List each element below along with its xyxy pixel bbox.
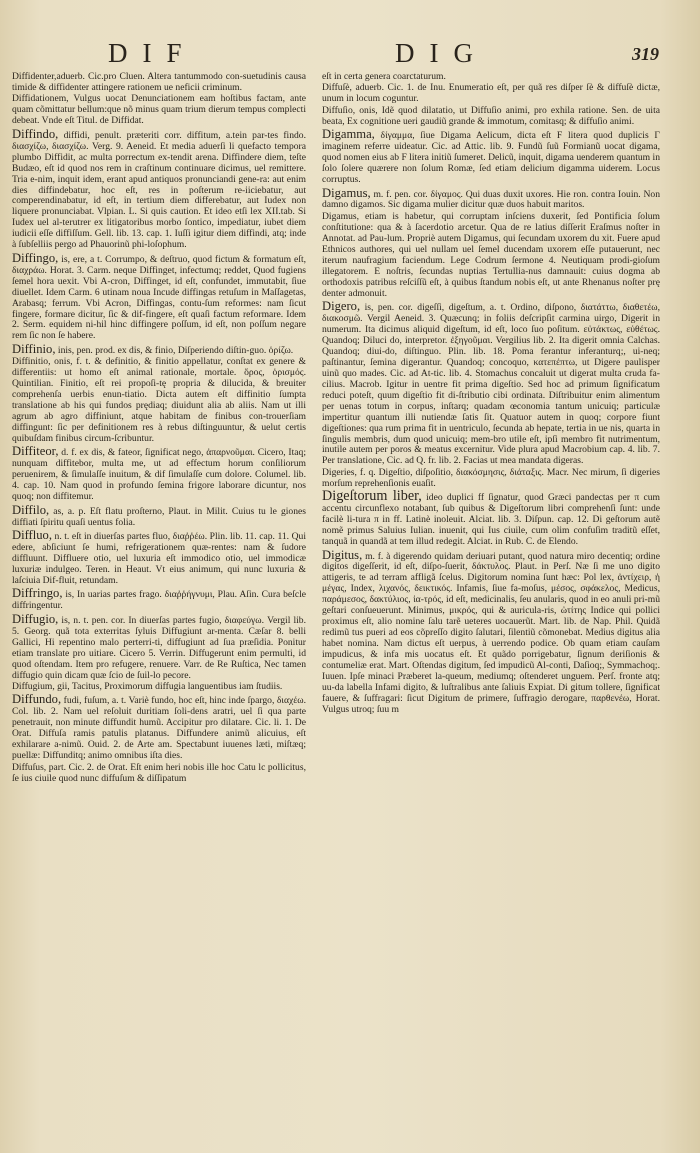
- page-number: 319: [632, 44, 659, 64]
- entry-text: m. f. à digerendo quidam deriuari putant, quod natura miro decentiq; ordine digitos digeſſerit, id eſt, diſpo-ſuerit, δάκτυλος. Plaut. in Perſ. Næ ſi me uno digito attigeris, te ad terram affligã ſcelus. Digitorum nomina ſunt hæc: Pol lex, ἀντίχειρ, ἡ μέγας, Index, λιχανός, δεικτικός. Infamis, ſiue fa-moſus, μέσος, σφάκελος, Medicus, παράμεσος, δακτύλιος, ἰα-τρός, id eſt, medicinalis, ſeu anularis, quod in eo anuli pri-mũ geſtari conſueuerunt. Minimus, μικρός, qui & auricula-ris, ὠτίτης Indice qui pollici proximus eſt, alio nomine ſalu tarẽ ueteres uocauerũt. Mart. lib. de Nap. Phil. Quidã redimũ tus pueri ad eos cõpreſſo digito ſalutari, ſilentiũ cõmonebat. Medius digitus alia habet nomina. Nam dictus eſt uerpus, à uerrendo podice. Ob quam etiam cauſam impudicus, & infa mis uocatus eſt. Et quãdo porrigebatur, ſignum deriſionis & contumeliæ erat. Mart. Oſtendas digitum, ſed impudicũ Al-conti, Daſioq;, Symmachoq;. Iuuen. Ipſe minaci Præberet la-queum, mediumq; oſtenderet unguem. Perſ. fronte atq; uu-da labella Infami digito, & luſtralibus ante ſaliuis Expiat. Di gitum tollere, ſignificat fauere, & ſuffragari: ſicut Digitum de primere, ſuffragio derogare, παρθενέω, Horat. Vulgus utroq; ſuu m: [322, 550, 660, 715]
- dictionary-entry: [322, 468, 660, 490]
- dictionary-entry: [322, 300, 660, 467]
- dictionary-entry: [12, 529, 306, 587]
- entry-headword: Digeſtorum liber,: [322, 488, 422, 505]
- dictionary-entry: [12, 587, 306, 612]
- dictionary-entry: [322, 83, 660, 105]
- entry-text: eſt in certa genera coarctaturum.: [322, 72, 446, 82]
- entry-text: δίγαμμα, ſiue Digama Aelicum, dicta eſt F litera quod duplicis Γ imaginem referre uideatur. Cic. ad Attic. lib. 9. Fundũ ſuũ Formianũ uocat digama, quod nomen eius ab F litera initiũ ſumeret. Delicũ, inquit, digama uenderem quantum in ſolo ſolere quærere non ſolum Romæ, ſed etiam delicium digamma uiderem. Locus corruptus.: [322, 130, 660, 186]
- entry-headword: Diffringo,: [12, 586, 63, 601]
- entry-text: Diffinitio, onis, f. t. & definitio, & finitio appellatur, conſtat ex genere & differentiis: ut homo eſt animal rationale, mortale. ὅρος, ὁρισμός. Quintilian. Finitio, eſt rei propoſi-tę propria & dilucida, & breuiter comprehenſa uerbis enun-tiatio. Dicta autem eſt diffinitio ſumpta translatione ab his qui fundos prędiaq; diuidunt alia ab aliis. Nam ut illi agrum ab agro diffiniunt, atque habitam de finibus con-trouerſiam diffingunt: ſic per definitionem res à rebus diſtinguuntur, & uelut certis quibuſdam finibus circum-ſcribuntur.: [12, 356, 306, 444]
- entry-headword: Diffluo,: [12, 528, 52, 543]
- dictionary-entry: [322, 490, 660, 548]
- entry-text: n. t. eſt in diuerſas partes fluo, διαῤῥέω. Plin. lib. 11. cap. 11. Qui edere, abſiciunt ſe humi, refrigerationem quæ-rentes: nam & ſudore diffluunt. Diffluere otio, uel luxuria eſt immodico otio, uel immodicæ luxuriæ indulgeo. Teren. in Heaut. Vt eius animum, qui nunc luxuria & laſciuia Dif-fluit, retundam.: [12, 531, 306, 586]
- running-head-left: DIF: [108, 38, 197, 68]
- dictionary-entry: [12, 445, 306, 503]
- entry-headword: Diffiteor,: [12, 444, 59, 459]
- entry-text: inis, pen. prod. ex dis, & finio, Diſperiendo diſtin-guo. ὁρίζω.: [57, 344, 294, 356]
- entry-text: d. f. ex dis, & fateor, ſignificat nego, ἀπαρνοῦμαι. Cicero, Itaq; nunquam diffitebor, multa me, ut ad effectum horum conſiliorum peruenirem, & ſimulaſſe inuitum, & dif ſimulaſſe cum dolore. Columel. lib. 4. cap. 10. Nam quod in profundo ſemina frigore laborare dicuntur, nos quoq; non diffitemur.: [12, 447, 306, 503]
- running-head-right: DIG: [395, 38, 488, 68]
- dictionary-entry: [322, 187, 660, 212]
- entry-text: as, a. p. Eſt flatu proſterno, Plaut. in Milit. Cuius tu le giones diffiati ſpiritu quaſi uentus folia.: [12, 505, 306, 528]
- entry-headword: Diffugio,: [12, 611, 59, 626]
- entry-text: diffidi, penult. præteriti corr. diffitum, a.tein par-tes findo. διασχίζω, διασχίζω. Verg. 9. Aeneid. Et media aduerſi li quefacto tempora plumbo Diffidit, ac multa porrectum ex-tendit arena. Diffindere diem, teſte Budæo, eſt id quod nos rem in craſtinum continuare dicimus, uel remittere. Tria e-nim, inquit idem, erant apud antiquos pronunciandi gene-ra: aut enim dies diffindebatur, hoc eſt, res in poſterum re-iiciebatur, aut comperendinabatur, id eſt, in tertium diem differebatur, aut Iudex non liquere pronunciabat. Vlpian. L. Si quis caution. Et ideo etſi lex XII.tab. Si Iudex uel al-terutrer ex litigatoribus morbo ſontico, impediatur, iubet diem iudicii eſſe diffiſſum. Gell. lib. 13. cap. 1. Iuſſi igitur diem diffindi, atq; inde à ſubſelliis pergo ad Phauorinũ phi-loſophum.: [12, 129, 306, 251]
- entry-headword: Diffinio,: [12, 341, 56, 356]
- entry-text: Diffidenter,aduerb. Cic.pro Cluen. Altera tantummodo con-suetudinis causa timide & diffidenter attingere rationem ue neficii criminum.: [12, 72, 306, 93]
- entry-text: Diffuſus, part. Cic. 2. de Orat. Eſt enim heri nobis ille hoc Catu lc pollicitus, ſe ius ciuile quod nunc diffuſum & diſſipatum: [12, 761, 306, 784]
- entry-text: Diffuſè, aduerb. Cic. 1. de Inu. Enumeratio eſt, per quã res diſper ſè & diffuſè dictæ, unum in locum coguntur.: [322, 82, 660, 105]
- dictionary-entry: [12, 128, 306, 251]
- entry-headword: Digero,: [322, 299, 361, 314]
- entry-text: is, n. t. pen. cor. In diuerſas partes fugio, διαφεύγω. Vergil lib. 5. Georg. quã tota exterritas ſyluis Diffugiunt ar-menta. Cæſar 8. belli Gallici, Hi repentino malo perterri-ti, diffugiunt ad ſua præſidia. Ponitur etiam translate pro uitiare. Cicero 5. Verrin. Diffugerunt enim permulti, id quod oſtendam. Item pro refugere, renuere. Varr. de Re Ruſtica, Nec tamen diffugio quin dicam quæ ſcio de ſuil-lo pecore.: [12, 614, 306, 681]
- entry-headword: Diffindo,: [12, 126, 59, 141]
- dictionary-entry: [12, 504, 306, 529]
- dictionary-entry: [12, 357, 306, 445]
- entry-text: Diffugium, gii, Tacitus, Proximorum diffugia languentibus iam ſtudiis.: [12, 681, 283, 693]
- dictionary-entry: [12, 252, 306, 343]
- dictionary-entry: [322, 212, 660, 300]
- dictionary-entry: [322, 72, 660, 83]
- entry-text: fudi, fuſum, a. t. Variè fundo, hoc eſt, hinc inde ſpargo, διαχέω. Col. lib. 2. Nam uel reſoluit duritiam ſoli-dens aratri, uel ſi qua parte penetrauit, non minute diffundit humũ. Accipitur pro dilatare. Cic. li. 1. De Orat. Diffuſa ramis patulis platanus. Diffundere animũ alicuius, eſt exhilarare a-nimũ. Ouid. 2. de Arte am. Spectabunt iuuenes læti, miſtæq; puellæ: Diffunditq; animo omnibus iſta dies.: [12, 695, 306, 762]
- entry-text: ideo duplici ff ſignatur, quod Græci pandectas per π cum accentu circunflexo notabant, ſub quibus & Digeſtorum libri comprehenſi ſunt: unde facilè li-tura π in ff. Latinè inoleuit. Alciat. lib. 3. Diſpun. cap. 12. Di geſtorum autẽ nomẽ primus Saluius Iulian. inuenit, qui Ius ciuile, cum olim confuſim traditũ eſſet, tanquã in quandã at tem illud redegit. Alciat. in Rub. C. de Elendo.: [322, 492, 660, 548]
- dictionary-entry: [12, 72, 306, 94]
- entry-text: Diffuſio, onis, Idẽ quod dilatatio, ut Diffuſio animi, pro exhila ratione. Sen. de uita beata, Ex cognitione ueri gaudiũ grande & immotum, comitasq; & diffuſio animi.: [322, 104, 660, 127]
- entry-text: Diffidationem, Vulgus uocat Denunciationem eam hoſtibus factam, ante quam cõmittatur bellum:que nõ minus quam trium dierum tempus complecti debeat. Vnde eſt Titul. de Diffidat.: [12, 93, 306, 127]
- entry-headword: Digitus,: [322, 547, 363, 562]
- dictionary-entry: [322, 128, 660, 186]
- dictionary-entry: [12, 94, 306, 127]
- page-header: [0, 38, 700, 70]
- dictionary-entry: [12, 613, 306, 682]
- entry-headword: Diffilo,: [12, 502, 50, 517]
- entry-text: is, In uarias partes frago. διαῤῥήγνυμι, Plau. Aſin. Cura beſcle diffringentur.: [12, 589, 306, 612]
- left-column: [12, 72, 306, 1142]
- dictionary-entry: [322, 106, 660, 128]
- entry-headword: Digamus,: [322, 185, 371, 200]
- entry-headword: Diffingo,: [12, 250, 59, 265]
- entry-headword: Digamma,: [322, 127, 375, 142]
- dictionary-entry: [12, 682, 306, 693]
- dictionary-entry: [12, 343, 306, 357]
- entry-text: Digamus, etiam is habetur, qui corruptam inſciens duxerit, ſed Pontificia ſolum conſtitutione: qua & à ſacerdotio arcetur. Qua de re latius diſſerit Eraſmus noſter in Annotat. ad Pau-lum. Propriè autem Digamus, qui ſecundam uxorem du xit. Fuere apud Ethnicos authores, qui uel nullam uel ſemel ducendam uxorem eſſe putauerunt, nec iterum naufragium faciendum. Lege Codrum ſermone 4. Neutiquam prodi-gioſum illegatorem. E noſtris, ſecundas nuptias Tertullia-nus damnauit: cuius dogma ab orthodoxis patribus reſciſſũ eſt, à quibus ſtandum nobis eſt, ut ante Rhenanus noſter prę denter admonuit.: [322, 210, 660, 299]
- entry-text: is, ere, a t. Corrumpo, & deſtruo, quod fictum & formatum eſt, διαχράω. Horat. 3. Carm. neque Diffinget, infectumq; reddet, Quod fugiens ſemel hora uexit. Vbi A-cron, Diffinget, id eſt, confundet, immutabit, ſiue diuellet. Idem Carm. 6 utinam noua Incude diffingas retuſum in Maſſagetas, Arabasq; ferrum. Vbi Acron, Diffingas, contu-ſum reformes: nam ſicut fingere, formare dicitur, ſic & dif-fingere, eſt quaſi factum reformare. Idem 2. Serm. equidem ni-hil hinc diffingere poſſum, id eſt, non poſſum negare rem ſic non ſe habere.: [12, 253, 306, 342]
- dictionary-entry: [12, 763, 306, 785]
- entry-text: m. f. pen. cor. δίγαμος. Qui duas duxit uxores. Hie ron. contra Iouin. Non damno digamos. Sic digama mulier dicitur quæ duos habuit maritos.: [322, 188, 660, 211]
- dictionary-entry: [12, 693, 306, 762]
- dictionary-entry: [322, 549, 660, 716]
- right-column: [322, 72, 660, 1142]
- entry-text: Digeries, f. q. Digeſtio, diſpoſitio, διακόσμησις, διάταξις. Macr. Nec mirum, ſi digeries morſum reprehenſionis euaſit.: [322, 466, 660, 489]
- entry-text: is, pen. cor. digeſſi, digeſtum, a. t. Ordino, diſpono, διατάττω, διαθετέω, διακοσμῶ. Vergil Aeneid. 3. Quæcunq; in foliis deſcripſit carmina uirgo, Digerit in numerum. Ita dicimus aliquid digeſtum, id eſt, loco ſuo poſitum. εὐτάκτως, εὐθέτως. Quandoq; Diluci do, interpretor. ἐξηγοῦμαι. Vergilius lib. 2. Ita digerit omnia Calchas. Quandoq; diui-do, diſtinguo. Plin. lib. 18. Poma ferantur inferanturq;, ui-neq; paſtinantur, ſemina digerantur. Quandoq; concoquo, κατεπέπτω, ut Digere paulisper uinũ quo mades. Cic. ad At-tic. lib. 4. Stomachus concaluit ut digerat multa cruda fa-cilius. Macrob. Igitur in uentre fit prima digeſtio. Sed hoc ad primum ſignificatum reduci poteſt, quum digeſtio fit di-ſtributio cibi ordinata. Diſtribuitur enim alimentum per uenas totum in corpus, inſtarq; quadam œconomia tantum unicuiq; particulæ impertitur quantum illi nutiendæ ſatis ſit. Quatuor autem in quoq; corpore fiunt digeſtiones: qua rum prima fit in uentriculo, ſecunda ab hepate, tertia in ue nis, quarta in ſingulis membris, dum quod unicuiq; mem-bro utile eſt, ipſi membro fit nutrimentum, inutile autem per poros & meatus excernitur. Vide plura apud Macrobium cap. 4. lib. 7. Per translatione, Cic. ad Q. fr. lib. 2. Facias ut mea mandata digeras.: [322, 302, 660, 467]
- entry-headword: Diffundo,: [12, 692, 62, 707]
